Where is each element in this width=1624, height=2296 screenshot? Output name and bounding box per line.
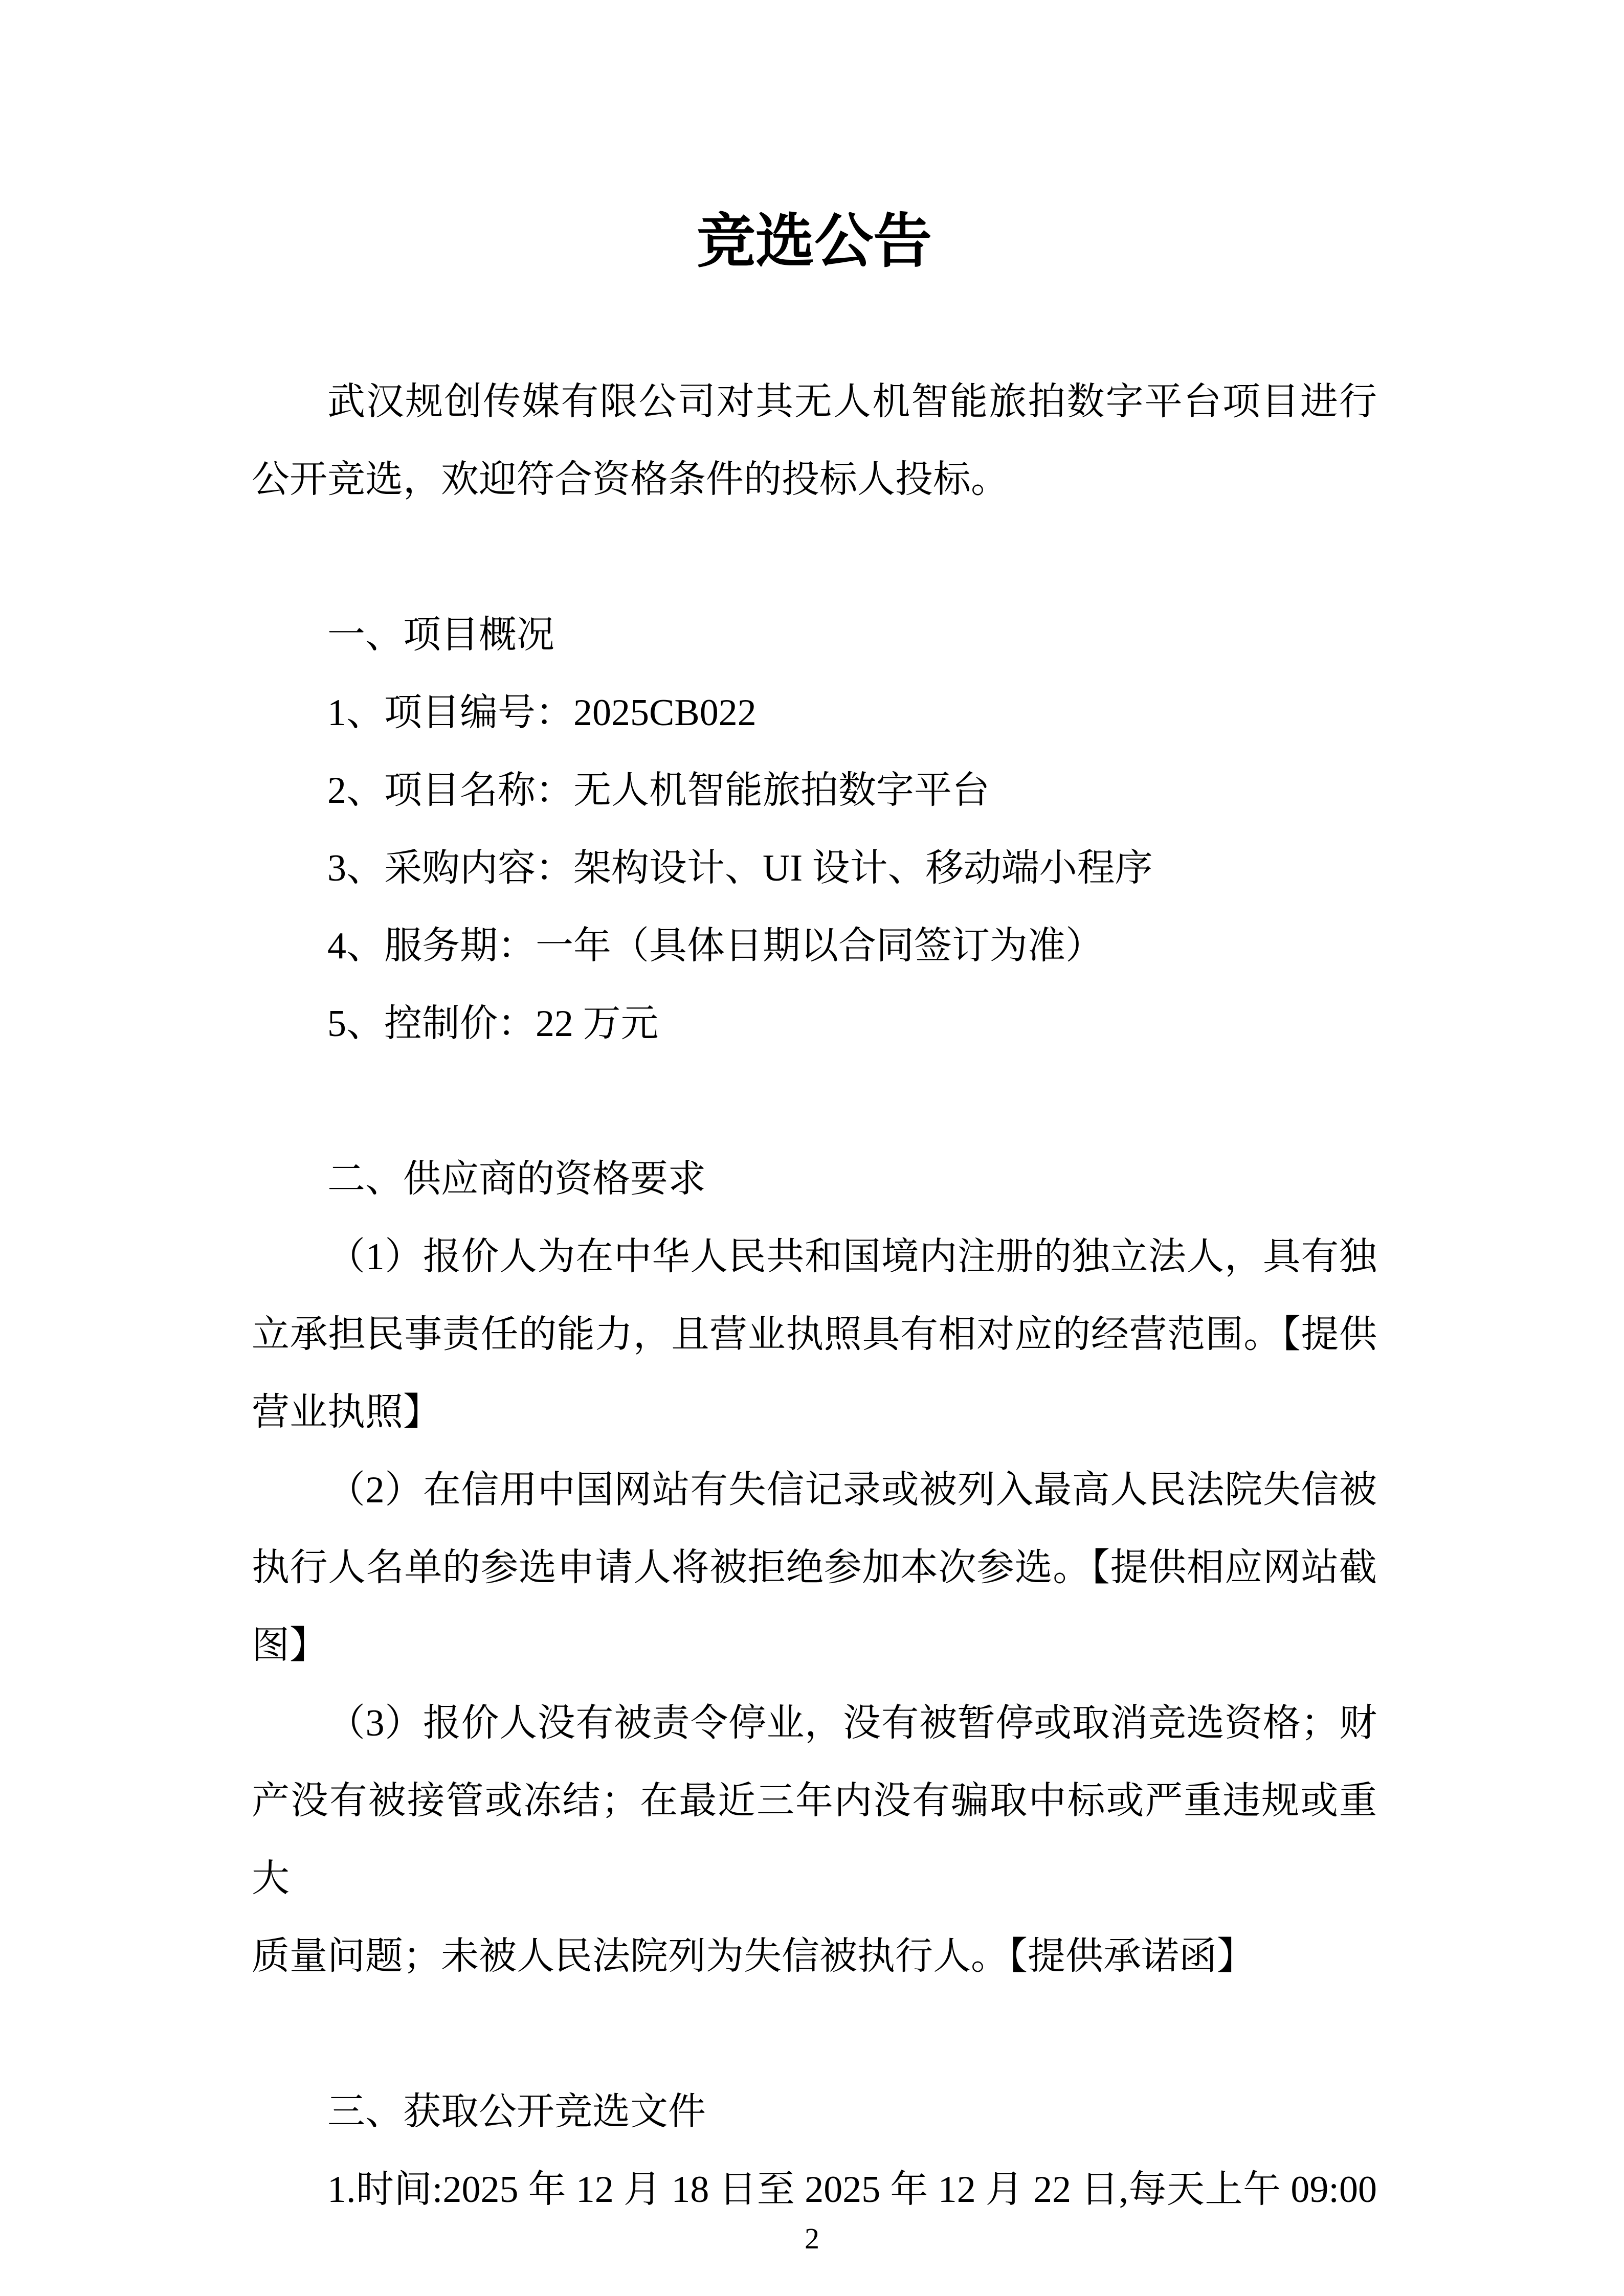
section-2-clause-3-line-2: 产没有被接管或冻结；在最近三年内没有骗取中标或严重违规或重大: [252, 1780, 1377, 1900]
section-2-clause-3-line-3: 质量问题；未被人民法院列为失信被执行人。【提供承诺函】: [252, 1935, 1255, 1977]
section-2-clause-1-line-2: 立承担民事责任的能力，且营业执照具有相对应的经营范围。【提供: [252, 1314, 1377, 1356]
section-1-heading: 一、项目概况: [327, 614, 554, 656]
section-2-clause-3-line-1: （3）报价人没有被责令停业，没有被暂停或取消竞选资格；财: [327, 1702, 1377, 1744]
section-2-heading: 二、供应商的资格要求: [327, 1158, 706, 1200]
section-3-item-1: 1.时间:2025 年 12 月 18 日至 2025 年 12 月 22 日,每天上午 09:00: [327, 2169, 1377, 2211]
section-1-item-1: 1、项目编号：2025CB022: [327, 692, 757, 734]
section-1-item-3: 3、采购内容：架构设计、UI 设计、移动端小程序: [327, 847, 1153, 889]
intro-line-2: 公开竞选，欢迎符合资格条件的投标人投标。: [252, 459, 1009, 501]
section-3-heading: 三、获取公开竞选文件: [327, 2091, 706, 2133]
section-2-clause-1-line-3: 营业执照】: [252, 1391, 441, 1433]
intro-line-1: 武汉规创传媒有限公司对其无人机智能旅拍数字平台项目进行: [327, 381, 1377, 423]
section-1-item-4: 4、服务期：一年（具体日期以合同签订为准）: [327, 925, 1103, 967]
document-title: 竞选公告: [696, 209, 932, 274]
section-1-item-5: 5、控制价：22 万元: [327, 1003, 659, 1045]
section-2-clause-2-line-2: 执行人名单的参选申请人将被拒绝参加本次参选。【提供相应网站截: [252, 1547, 1377, 1589]
section-1-item-2: 2、项目名称：无人机智能旅拍数字平台: [327, 770, 990, 812]
document-content: [252, 0, 1377, 2229]
page-number: 2: [805, 2222, 819, 2255]
section-2-clause-2-line-1: （2）在信用中国网站有失信记录或被列入最高人民法院失信被: [327, 1469, 1377, 1511]
section-2-clause-2-line-3: 图】: [252, 1625, 327, 1667]
section-2-clause-1-line-1: （1）报价人为在中华人民共和国境内注册的独立法人，具有独: [327, 1236, 1377, 1278]
